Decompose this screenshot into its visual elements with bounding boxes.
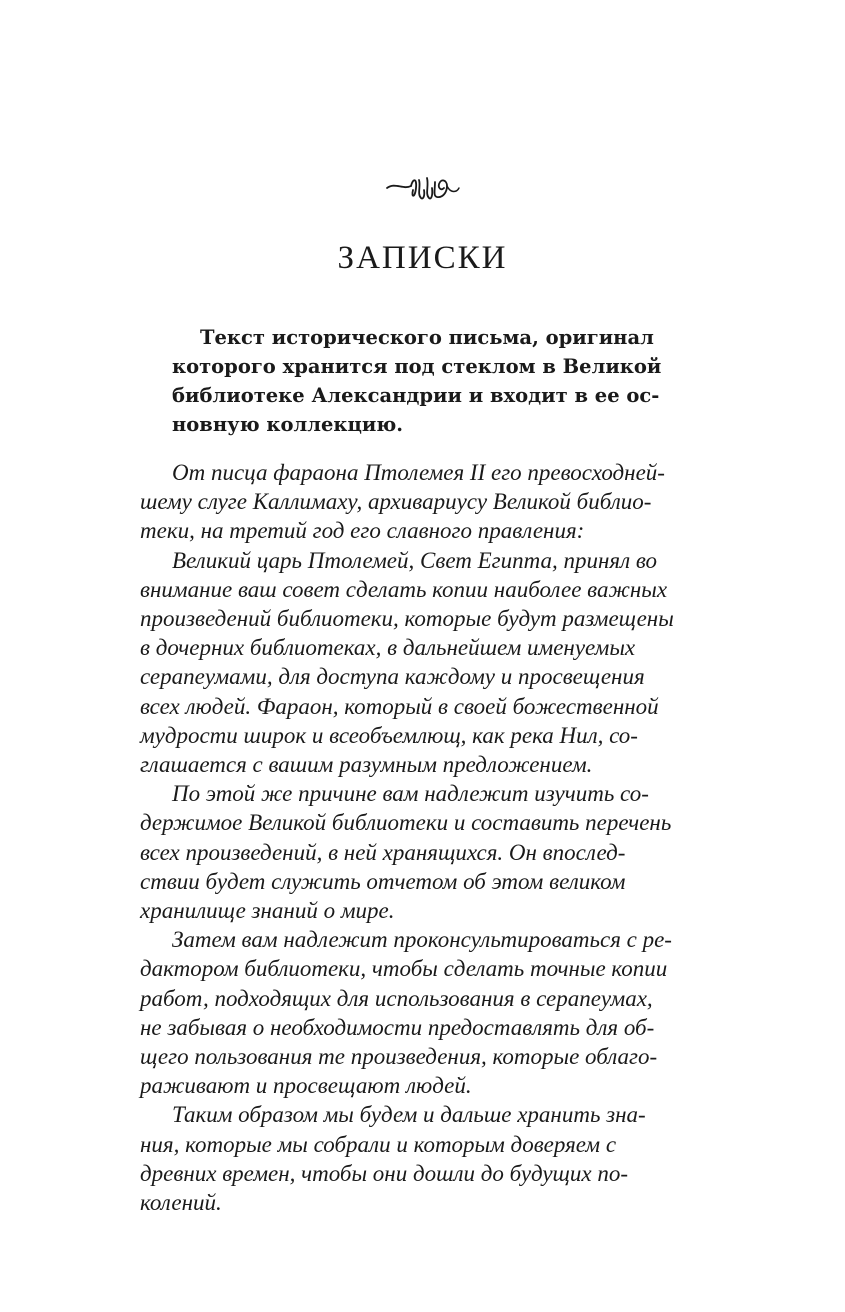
letter-line: колений.: [140, 1190, 222, 1216]
letter-line: Великий царь Птолемей, Свет Египта, принял во: [172, 547, 658, 573]
letter-line: не забывая о необходимости предоставлять для об-: [140, 1014, 655, 1040]
letter-line: держимое Великой библиотеки и составить перечень: [140, 810, 672, 836]
flourish-ornament-icon: [383, 168, 463, 208]
letter-line: ствии будет служить отчетом об этом великом: [140, 868, 626, 894]
letter-line: шему слуге Каллимаху, архивариусу Великой библио-: [140, 489, 652, 515]
flourish-ornament: [0, 168, 845, 213]
intro-line: новную коллекцию.: [172, 413, 404, 436]
intro-line: Текст исторического письма, оригинал: [200, 326, 654, 349]
letter-line: внимание ваш совет сделать копии наиболее важных: [140, 576, 668, 602]
letter-line: щего пользования те произведения, которые облаго-: [140, 1044, 658, 1070]
letter-line: дактором библиотеки, чтобы сделать точные копии: [140, 956, 668, 982]
letter-line: серапеумами, для доступа каждому и просвещения: [140, 664, 645, 690]
letter-line: древних времен, чтобы они дошли до будущих по-: [140, 1160, 629, 1186]
letter-line: теки, на третий год его славного правления:: [140, 518, 585, 544]
letter-line: глашается с вашим разумным предложением.: [140, 752, 593, 778]
letter-line: произведений библиотеки, которые будут размещены: [140, 606, 674, 632]
letter-line: Таким образом мы будем и дальше хранить зна-: [172, 1102, 646, 1128]
letter-line: всех людей. Фараон, который в своей божественной: [140, 693, 659, 719]
letter-line: всех произведений, в ней хранящихся. Он впослед-: [140, 839, 626, 865]
letter-line: ния, которые мы собрали и которым доверяем с: [140, 1131, 617, 1157]
intro-line: библиотеке Александрии и входит в ее ос-: [172, 384, 660, 407]
letter-line: По этой же причине вам надлежит изучить со-: [172, 781, 649, 807]
intro-line: которого хранится под стеклом в Великой: [172, 355, 662, 378]
letter-line: раживают и просвещают людей.: [140, 1073, 472, 1099]
letter-line: мудрости широк и всеобъемлющ, как река Нил, со-: [140, 722, 638, 748]
letter-body: [140, 458, 674, 1217]
intro-paragraph: [172, 323, 662, 439]
letter-line: хранилище знаний о мире.: [140, 898, 395, 924]
letter-line: работ, подходящих для использования в серапеумах,: [140, 985, 653, 1011]
chapter-title: ЗАПИСКИ: [337, 240, 508, 276]
letter-line: в дочерних библиотеках, в дальнейшем именуемых: [140, 635, 636, 661]
letter-line: Затем вам надлежит проконсультироваться с ре-: [172, 927, 672, 953]
letter-line: От писца фараона Птолемея II его превосходней-: [172, 460, 665, 485]
